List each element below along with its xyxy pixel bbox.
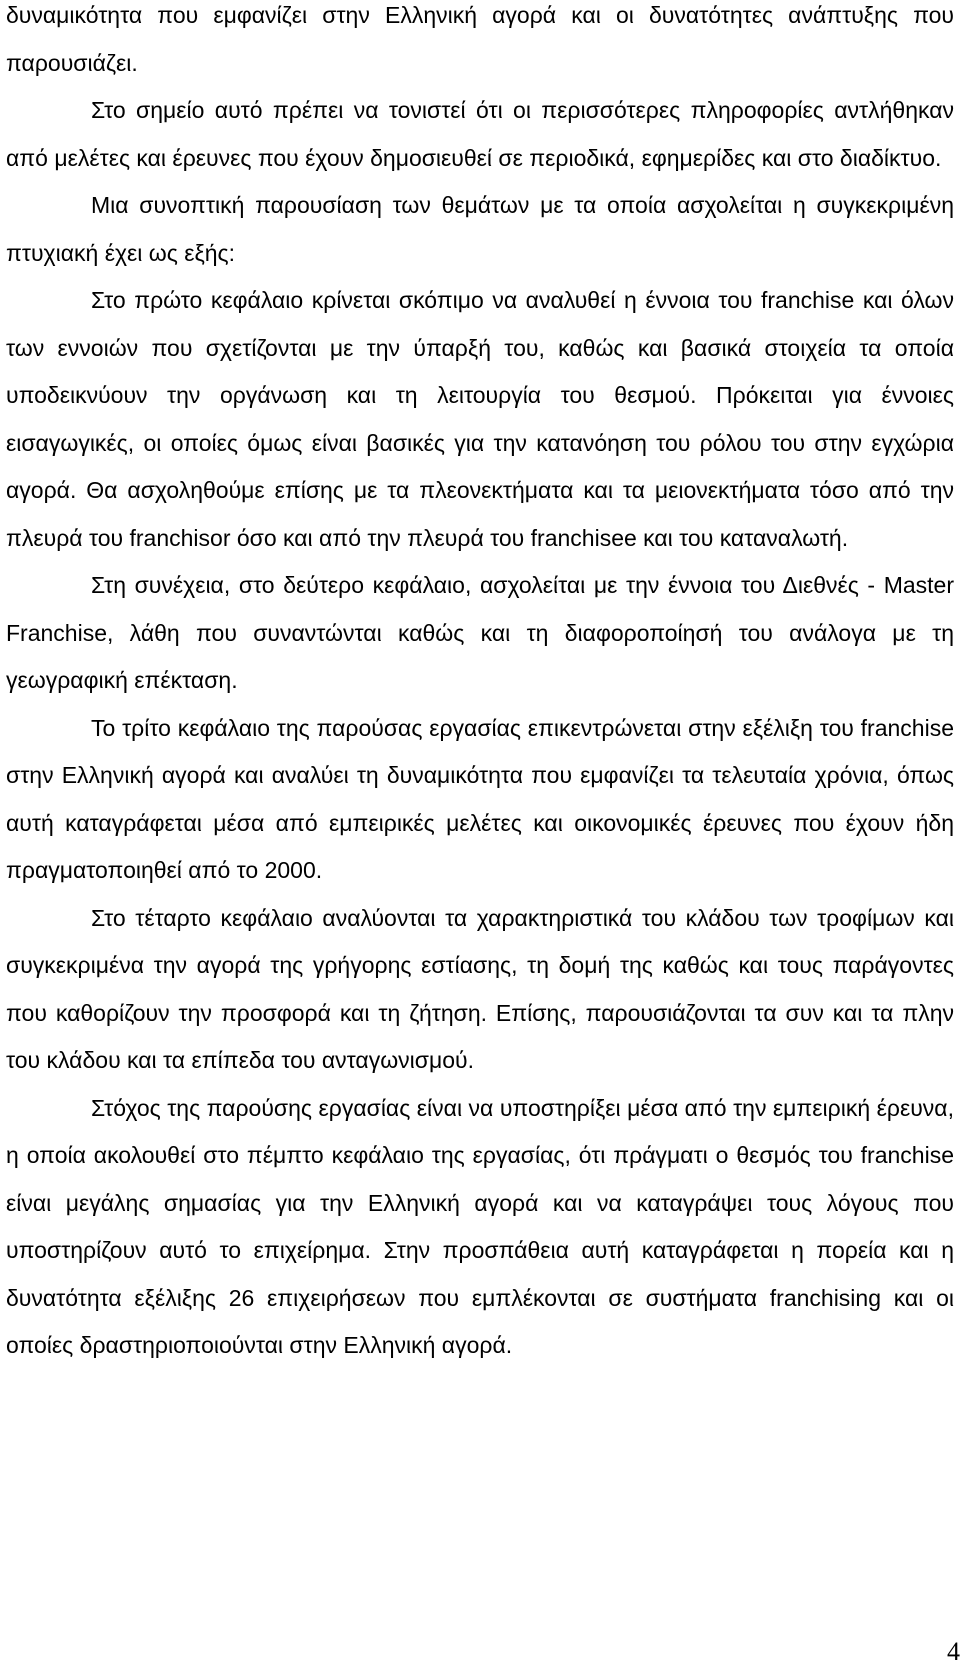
paragraph-chapter-one: Στο πρώτο κεφάλαιο κρίνεται σκόπιμο να αναλυθεί η έννοια του franchise και όλων των εννοιών που σχετίζονται με την ύπαρξή του, καθώς και βασικά στοιχεία τα οποία υποδεικνύουν την οργάνωση και τη λειτουργία του θεσμού. Πρόκειται για έννοιες εισαγωγικές, οι οποίες όμως είναι βασικές για την κατανόηση του ρόλου του στην εγχώρια αγορά. Θα ασχοληθούμε επίσης με τα πλεονεκτήματα και τα μειονεκτήματα τόσο από την πλευρά του franchisor όσο και από την πλευρά του franchisee και του καταναλωτή.	[6, 287, 954, 551]
paragraph-chapter-two: Στη συνέχεια, στο δεύτερο κεφάλαιο, ασχολείται με την έννοια του Διεθνές - Master Franchise, λάθη που συναντώνται καθώς και τη διαφοροποίησή του ανάλογα με τη γεωγραφική επέκταση.	[6, 572, 954, 693]
paragraph-chapter-three: Το τρίτο κεφάλαιο της παρούσας εργασίας επικεντρώνεται στην εξέλιξη του franchise στην Ελληνική αγορά και αναλύει τη δυναμικότητα που εμφανίζει τα τελευταία χρόνια, όπως αυτή καταγράφεται μέσα από εμπειρικές μελέτες και οικονομικές έρευνες που έχουν ήδη πραγματοποιηθεί από το 2000.	[6, 714, 954, 883]
paragraph-continuation: δυναμικότητα που εμφανίζει στην Ελληνική αγορά και οι δυνατότητες ανάπτυξης που παρουσιάζει.	[6, 2, 954, 76]
paragraph-chapter-four: Στο τέταρτο κεφάλαιο αναλύονται τα χαρακτηριστικά του κλάδου των τροφίμων και συγκεκριμένα την αγορά της γρήγορης εστίασης, τη δομή της καθώς και τους παράγοντες που καθορίζουν την προσφορά και τη ζήτηση. Επίσης, παρουσιάζονται τα συν και τα πλην του κλάδου και τα επίπεδα του ανταγωνισμού.	[6, 904, 954, 1073]
page-body	[6, 0, 954, 1370]
page-number: 4	[947, 1637, 960, 1666]
paragraph-objective: Στόχος της παρούσης εργασίας είναι να υποστηρίξει μέσα από την εμπειρική έρευνα, η οποία ακολουθεί στο πέμπτο κεφάλαιο της εργασίας, ότι πράγματι ο θεσμός του franchise είναι μεγάλης σημασίας για την Ελληνική αγορά και να καταγράψει τους λόγους που υποστηρίζουν αυτό το επιχείρημα. Στην προσπάθεια αυτή καταγράφεται η πορεία και η δυνατότητα εξέλιξης 26 επιχειρήσεων που εμπλέκονται σε συστήματα franchising και οι οποίες δραστηριοποιούνται στην Ελληνική αγορά.	[6, 1094, 954, 1358]
paragraph-sources-note: Στο σημείο αυτό πρέπει να τονιστεί ότι οι περισσότερες πληροφορίες αντλήθηκαν από μελέτες και έρευνες που έχουν δημοσιευθεί σε περιοδικά, εφημερίδες και στο διαδίκτυο.	[6, 97, 954, 171]
paragraph-overview-intro: Μια συνοπτική παρουσίαση των θεμάτων με τα οποία ασχολείται η συγκεκριμένη πτυχιακή έχει ως εξής:	[6, 192, 954, 266]
